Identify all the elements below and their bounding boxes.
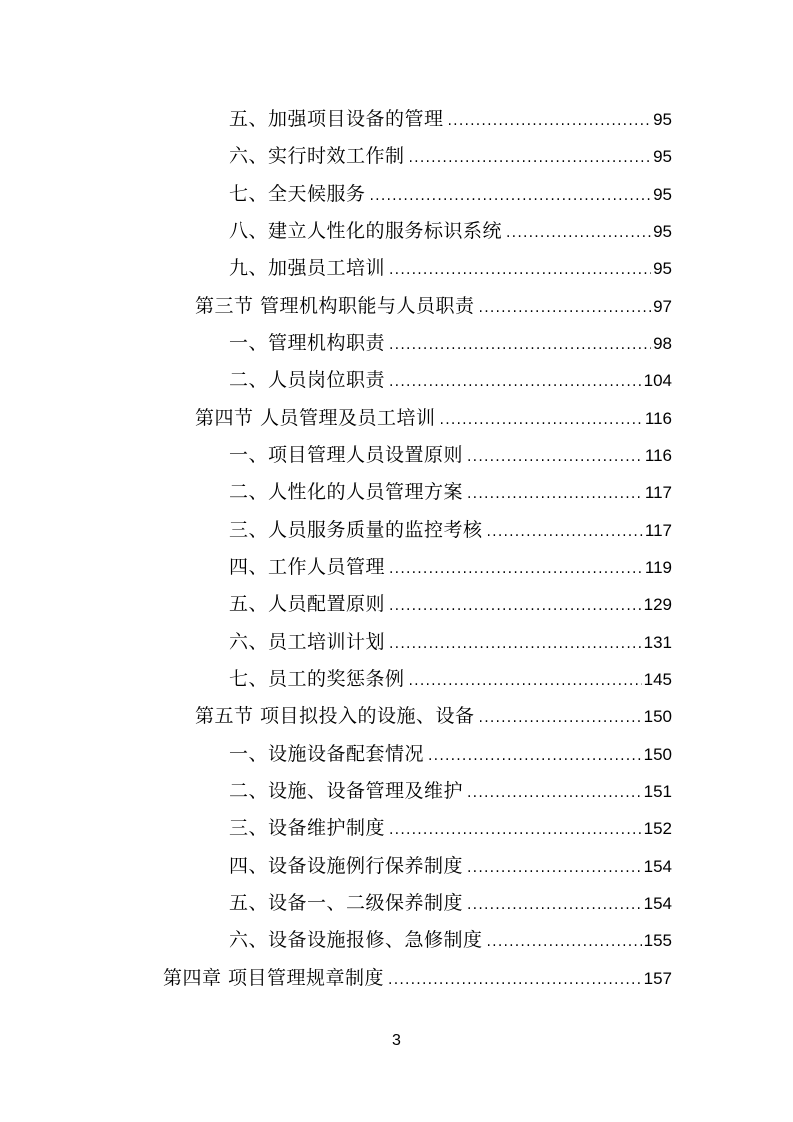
toc-entry[interactable] xyxy=(229,815,672,841)
toc-entry-page: 95 xyxy=(653,147,672,166)
toc-entry-title: 一、设施设备配套情况 xyxy=(229,743,425,765)
toc-entry[interactable] xyxy=(229,591,672,617)
toc-entry-page: 157 xyxy=(643,969,672,988)
dot-leader xyxy=(467,892,642,918)
toc-entry[interactable] xyxy=(163,965,672,991)
toc-entry[interactable] xyxy=(229,554,672,580)
toc-entry-page: 155 xyxy=(643,931,672,950)
toc-entry[interactable] xyxy=(229,442,672,468)
dot-leader xyxy=(467,780,642,806)
dot-leader xyxy=(467,444,643,470)
dot-leader xyxy=(389,817,642,843)
dot-leader xyxy=(487,929,642,955)
toc-entry-page: 116 xyxy=(644,446,672,465)
dot-leader xyxy=(389,631,642,657)
toc-entry-title: 二、设施、设备管理及维护 xyxy=(229,780,464,802)
toc-entry-page: 119 xyxy=(644,558,672,577)
dot-leader xyxy=(506,220,651,246)
toc-entry[interactable] xyxy=(229,778,672,804)
toc-entry-title: 七、全天候服务 xyxy=(229,183,366,205)
toc-entry-title: 第四节 人员管理及员工培训 xyxy=(195,407,436,429)
toc-entry[interactable] xyxy=(229,181,672,207)
toc-entry-title: 五、加强项目设备的管理 xyxy=(229,108,444,130)
toc-entry[interactable] xyxy=(229,255,672,281)
toc-entry-title: 一、管理机构职责 xyxy=(229,332,386,354)
toc-entry-title: 第四章 项目管理规章制度 xyxy=(163,967,385,989)
toc-entry[interactable] xyxy=(229,517,672,543)
toc-entry-title: 五、设备一、二级保养制度 xyxy=(229,892,464,914)
toc-entry-title: 七、员工的奖惩条例 xyxy=(229,668,405,690)
toc-entry[interactable] xyxy=(229,629,672,655)
toc-entry-page: 154 xyxy=(643,894,672,913)
toc-entry-title: 六、员工培训计划 xyxy=(229,631,386,653)
toc-entry-page: 150 xyxy=(643,707,672,726)
dot-leader xyxy=(448,108,652,134)
toc-entry-title: 第三节 管理机构职能与人员职责 xyxy=(195,295,475,317)
toc-entry-page: 104 xyxy=(643,371,672,390)
toc-entry-title: 三、人员服务质量的监控考核 xyxy=(229,519,483,541)
dot-leader xyxy=(428,743,642,769)
toc-entry-title: 二、人性化的人员管理方案 xyxy=(229,481,464,503)
toc-entry[interactable] xyxy=(229,479,672,505)
toc-entry[interactable] xyxy=(229,367,672,393)
toc-entry-title: 五、人员配置原则 xyxy=(229,593,386,615)
toc-entry-page: 117 xyxy=(644,483,672,502)
dot-leader xyxy=(409,145,652,171)
dot-leader xyxy=(409,668,642,694)
dot-leader xyxy=(440,407,643,433)
dot-leader xyxy=(487,519,643,545)
toc-entry-title: 八、建立人性化的服务标识系统 xyxy=(229,220,503,242)
toc-entry[interactable] xyxy=(229,853,672,879)
dot-leader xyxy=(479,705,642,731)
toc-entry-page: 95 xyxy=(653,222,672,241)
toc-entry[interactable] xyxy=(229,330,672,356)
toc-entry-page: 98 xyxy=(653,334,672,353)
toc-entry-title: 九、加强员工培训 xyxy=(229,257,386,279)
toc-entry[interactable] xyxy=(229,666,672,692)
toc-entry-page: 117 xyxy=(644,521,672,540)
toc-entry[interactable] xyxy=(229,106,672,132)
dot-leader xyxy=(389,556,643,582)
dot-leader xyxy=(388,967,642,993)
dot-leader xyxy=(370,183,652,209)
page-number: 3 xyxy=(392,1032,401,1049)
dot-leader xyxy=(389,332,651,358)
toc-entry-title: 六、实行时效工作制 xyxy=(229,145,405,167)
toc-entry-page: 95 xyxy=(653,185,672,204)
toc-entry-page: 95 xyxy=(653,110,672,129)
toc-entry[interactable] xyxy=(229,927,672,953)
toc-entry[interactable] xyxy=(229,218,672,244)
dot-leader xyxy=(467,481,643,507)
dot-leader xyxy=(389,593,642,619)
toc-entry-page: 151 xyxy=(643,782,672,801)
toc-entry-page: 95 xyxy=(653,259,672,278)
toc-entry[interactable] xyxy=(195,703,672,729)
dot-leader xyxy=(389,257,651,283)
toc-entry-title: 四、设备设施例行保养制度 xyxy=(229,855,464,877)
toc-entry-page: 131 xyxy=(643,633,672,652)
toc-entry[interactable] xyxy=(229,890,672,916)
toc-entry[interactable] xyxy=(195,405,672,431)
toc-entry-title: 四、工作人员管理 xyxy=(229,556,386,578)
toc-entry-page: 145 xyxy=(643,670,672,689)
toc-entry-title: 二、人员岗位职责 xyxy=(229,369,386,391)
toc-entry-page: 152 xyxy=(643,819,672,838)
toc-entry-title: 一、项目管理人员设置原则 xyxy=(229,444,464,466)
toc-entry-title: 六、设备设施报修、急修制度 xyxy=(229,929,483,951)
dot-leader xyxy=(467,855,642,881)
toc-entry-page: 129 xyxy=(643,595,672,614)
toc-entry[interactable] xyxy=(229,143,672,169)
dot-leader xyxy=(479,295,652,321)
toc-entry-page: 154 xyxy=(643,857,672,876)
toc-entry-page: 150 xyxy=(643,745,672,764)
toc-entry-title: 三、设备维护制度 xyxy=(229,817,386,839)
toc-entry-page: 97 xyxy=(653,297,672,316)
toc-entry-page: 116 xyxy=(644,409,672,428)
toc-entry[interactable] xyxy=(195,293,672,319)
toc-entry[interactable] xyxy=(229,741,672,767)
dot-leader xyxy=(389,369,642,395)
toc-entry-title: 第五节 项目拟投入的设施、设备 xyxy=(195,705,475,727)
